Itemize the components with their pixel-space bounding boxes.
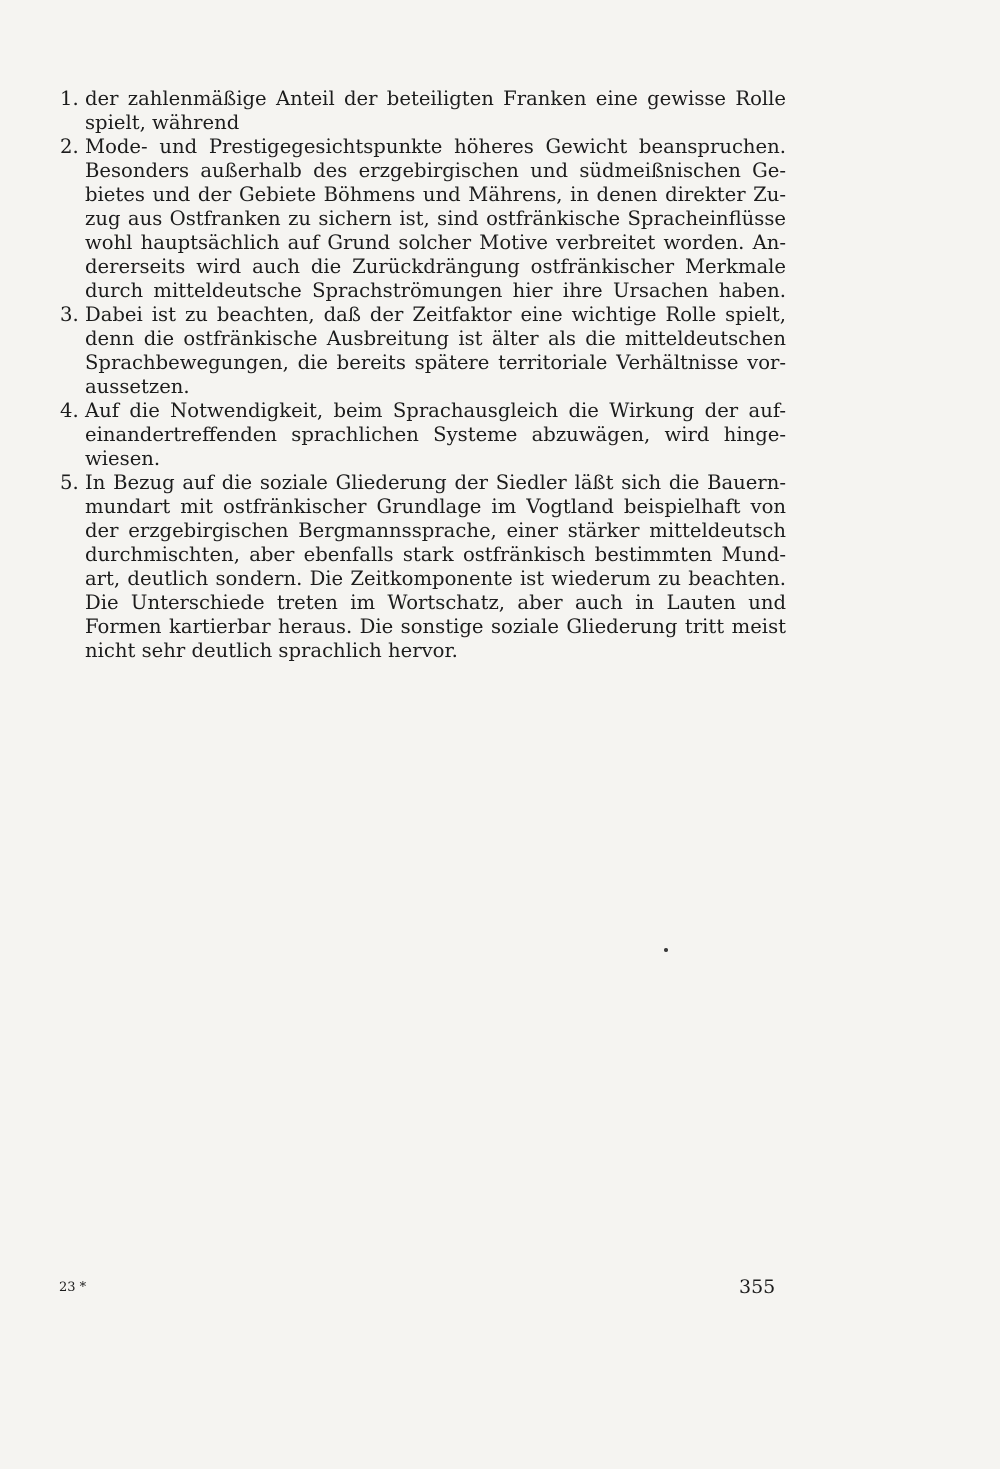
- text-line: denn die ostfränkische Ausbreitung ist älter als die mitteldeutschen: [85, 327, 786, 350]
- text-line: einandertreffenden sprachlichen Systeme abzuwägen, wird hinge-: [85, 423, 786, 446]
- page-number: 355: [739, 1276, 776, 1298]
- text-line: nicht sehr deutlich sprachlich hervor.: [85, 639, 458, 662]
- list-item-2: [60, 135, 786, 303]
- list-item-number: 4.: [60, 399, 79, 422]
- list-item-4: [60, 399, 786, 471]
- list-item-1: [60, 87, 786, 135]
- text-line: Mode- und Prestigegesichtspunkte höheres Gewicht beanspruchen.: [85, 135, 786, 158]
- list-item-number: 2.: [60, 135, 79, 158]
- text-line: In Bezug auf die soziale Gliederung der Siedler läßt sich die Bauern-: [85, 471, 786, 494]
- text-line: wohl hauptsächlich auf Grund solcher Motive verbreitet worden. An-: [85, 231, 786, 254]
- text-line: dererseits wird auch die Zurückdrängung ostfränkischer Merkmale: [85, 255, 786, 278]
- summary-list: [60, 87, 786, 663]
- text-line: Auf die Notwendigkeit, beim Sprachausgleich die Wirkung der auf-: [85, 399, 786, 422]
- list-item-5: [60, 471, 786, 663]
- list-item-number: 1.: [60, 87, 79, 110]
- text-line: Sprachbewegungen, die bereits spätere territoriale Verhältnisse vor-: [85, 351, 786, 374]
- signature-mark: 23 *: [59, 1280, 87, 1295]
- list-item-3: [60, 303, 786, 399]
- text-line: Die Unterschiede treten im Wortschatz, aber auch in Lauten und: [85, 591, 786, 614]
- text-line: durch mitteldeutsche Sprachströmungen hier ihre Ursachen haben.: [85, 279, 786, 302]
- list-item-number: 3.: [60, 303, 79, 326]
- text-line: art, deutlich sondern. Die Zeitkomponente ist wiederum zu beachten.: [85, 567, 786, 590]
- text-line: bietes und der Gebiete Böhmens und Mährens, in denen direkter Zu-: [85, 183, 786, 206]
- text-line: aussetzen.: [85, 375, 190, 398]
- text-line: der erzgebirgischen Bergmannssprache, einer stärker mitteldeutsch: [85, 519, 786, 542]
- text-line: wiesen.: [85, 447, 161, 470]
- text-line: Dabei ist zu beachten, daß der Zeitfaktor eine wichtige Rolle spielt,: [85, 303, 786, 326]
- print-speck: [664, 948, 668, 952]
- list-item-number: 5.: [60, 471, 79, 494]
- text-line: spielt, während: [85, 111, 240, 134]
- text-line: der zahlenmäßige Anteil der beteiligten Franken eine gewisse Rolle: [85, 87, 786, 110]
- text-line: zug aus Ostfranken zu sichern ist, sind ostfränkische Spracheinflüsse: [85, 207, 786, 230]
- text-line: mundart mit ostfränkischer Grundlage im Vogtland beispielhaft von: [85, 495, 786, 518]
- text-line: Besonders außerhalb des erzgebirgischen und südmeißnischen Ge-: [85, 159, 786, 182]
- text-line: durchmischten, aber ebenfalls stark ostfränkisch bestimmten Mund-: [85, 543, 786, 566]
- text-line: Formen kartierbar heraus. Die sonstige soziale Gliederung tritt meist: [85, 615, 786, 638]
